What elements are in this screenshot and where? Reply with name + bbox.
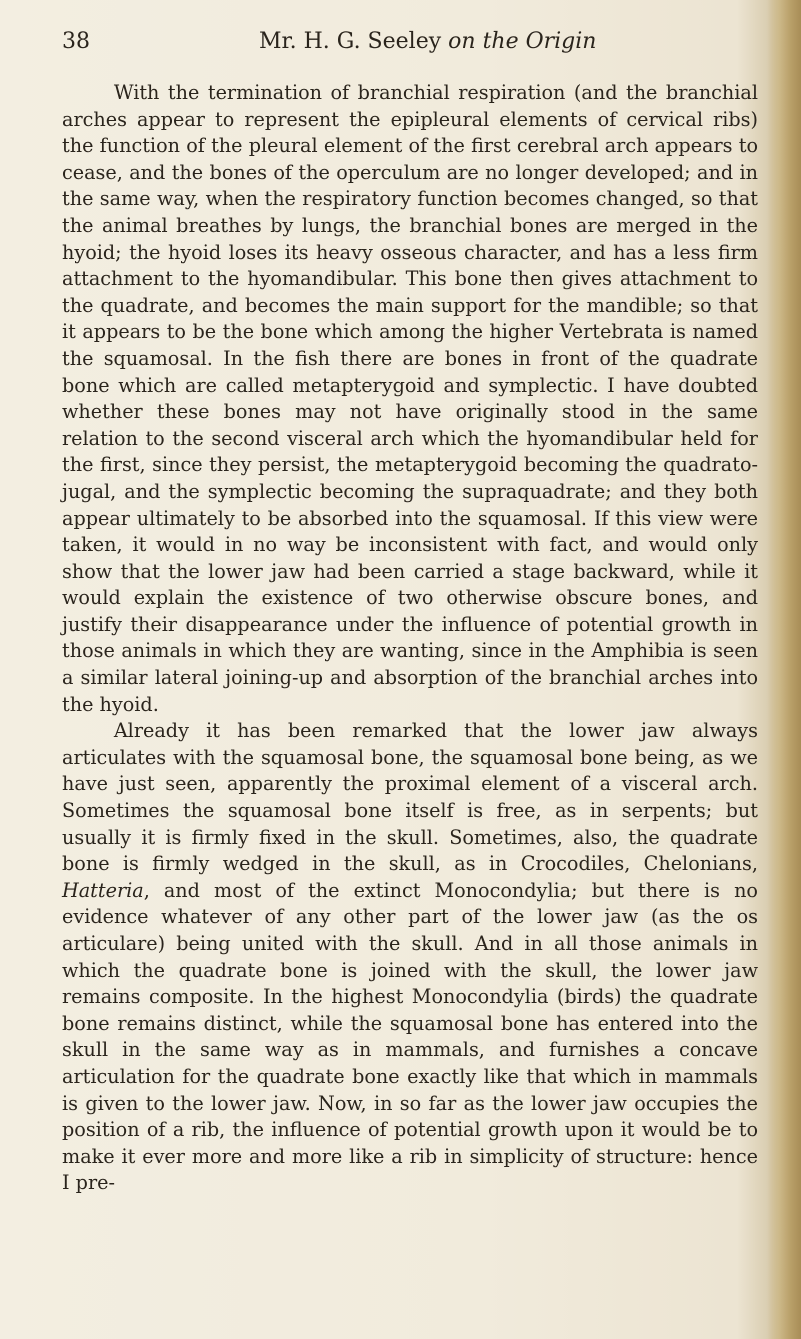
- paragraph-2-text-a: Already it has been remarked that the lower jaw always articulates with the squamosal bone, the squamosal bone being, as we have just seen, apparently the proximal element of a visceral arch. Sometimes the squamosal bone itself is free, as in serpents; but usually it is firmly fixed in the skull. Sometimes, also, the quadrate bone is firmly wedged in the skull, as in Crocodiles, Chelonians,: [62, 719, 758, 876]
- paragraph-2-italic-hatteria: Hatteria: [62, 878, 144, 902]
- paragraph-1-text: With the termination of branchial respiration (and the branchial arches appear to represent the epipleural elements of cervical ribs) the function of the pleural element of the first cerebral arch appears to cease, and the bones of the operculum are no longer developed; and in the same way, when the respiratory function becomes changed, so that the animal breathes by lungs, the branchial bones are merged in the hyoid; the hyoid loses its heavy osseous character, and has a less firm attachment to the hyomandibular. This bone then gives attachment to the quadrate, and becomes the main support for the mandible; so that it appears to be the bone which among the higher Vertebrata is named the squamosal. In the fish there are bones in front of the quadrate bone which are called metapterygoid and symplectic. I have doubted whether these bones may not have originally stood in the same relation to the second visceral arch which the hyomandibular held for the first, since they persist, the metapterygoid becoming the quadrato-jugal, and the symplectic becoming the supraquadrate; and they both appear ultimately to be absorbed into the squamosal. If this view were taken, it would in no way be inconsistent with fact, and would only show that the lower jaw had been carried a stage backward, while it would explain the existence of two otherwise obscure bones, and justify their disappearance under the influence of potential growth in those animals in which they are wanting, since in the Amphibia is seen a similar lateral joining-up and absorption of the branchial arches into the hyoid.: [62, 81, 758, 716]
- page-header: [62, 22, 762, 62]
- running-head: [259, 22, 596, 62]
- page-edge: [767, 0, 801, 1339]
- page-number: 38: [62, 29, 90, 54]
- running-head-title: on the Origin: [448, 29, 597, 54]
- paragraph-2: [62, 718, 758, 1197]
- paragraph-2-text-b: , and most of the extinct Monocondylia; but there is no evidence whatever of any other part of the lower jaw (as the os articulare) being united with the skull. And in all those animals in which the quadrate bone is joined with the skull, the lower jaw remains composite. In the highest Monocondylia (birds) the quadrate bone remains distinct, while the squamosal bone has entered into the skull in the same way as in mammals, and furnishes a concave articulation for the quadrate bone exactly like that which in mammals is given to the lower jaw. Now, in so far as the lower jaw occupies the position of a rib, the influence of potential growth upon it would be to make it ever more and more like a rib in simplicity of structure: hence I pre-: [62, 878, 758, 1195]
- running-head-author: Mr. H. G. Seeley: [259, 29, 442, 54]
- body-text: [62, 80, 758, 1197]
- paragraph-1: [62, 80, 758, 718]
